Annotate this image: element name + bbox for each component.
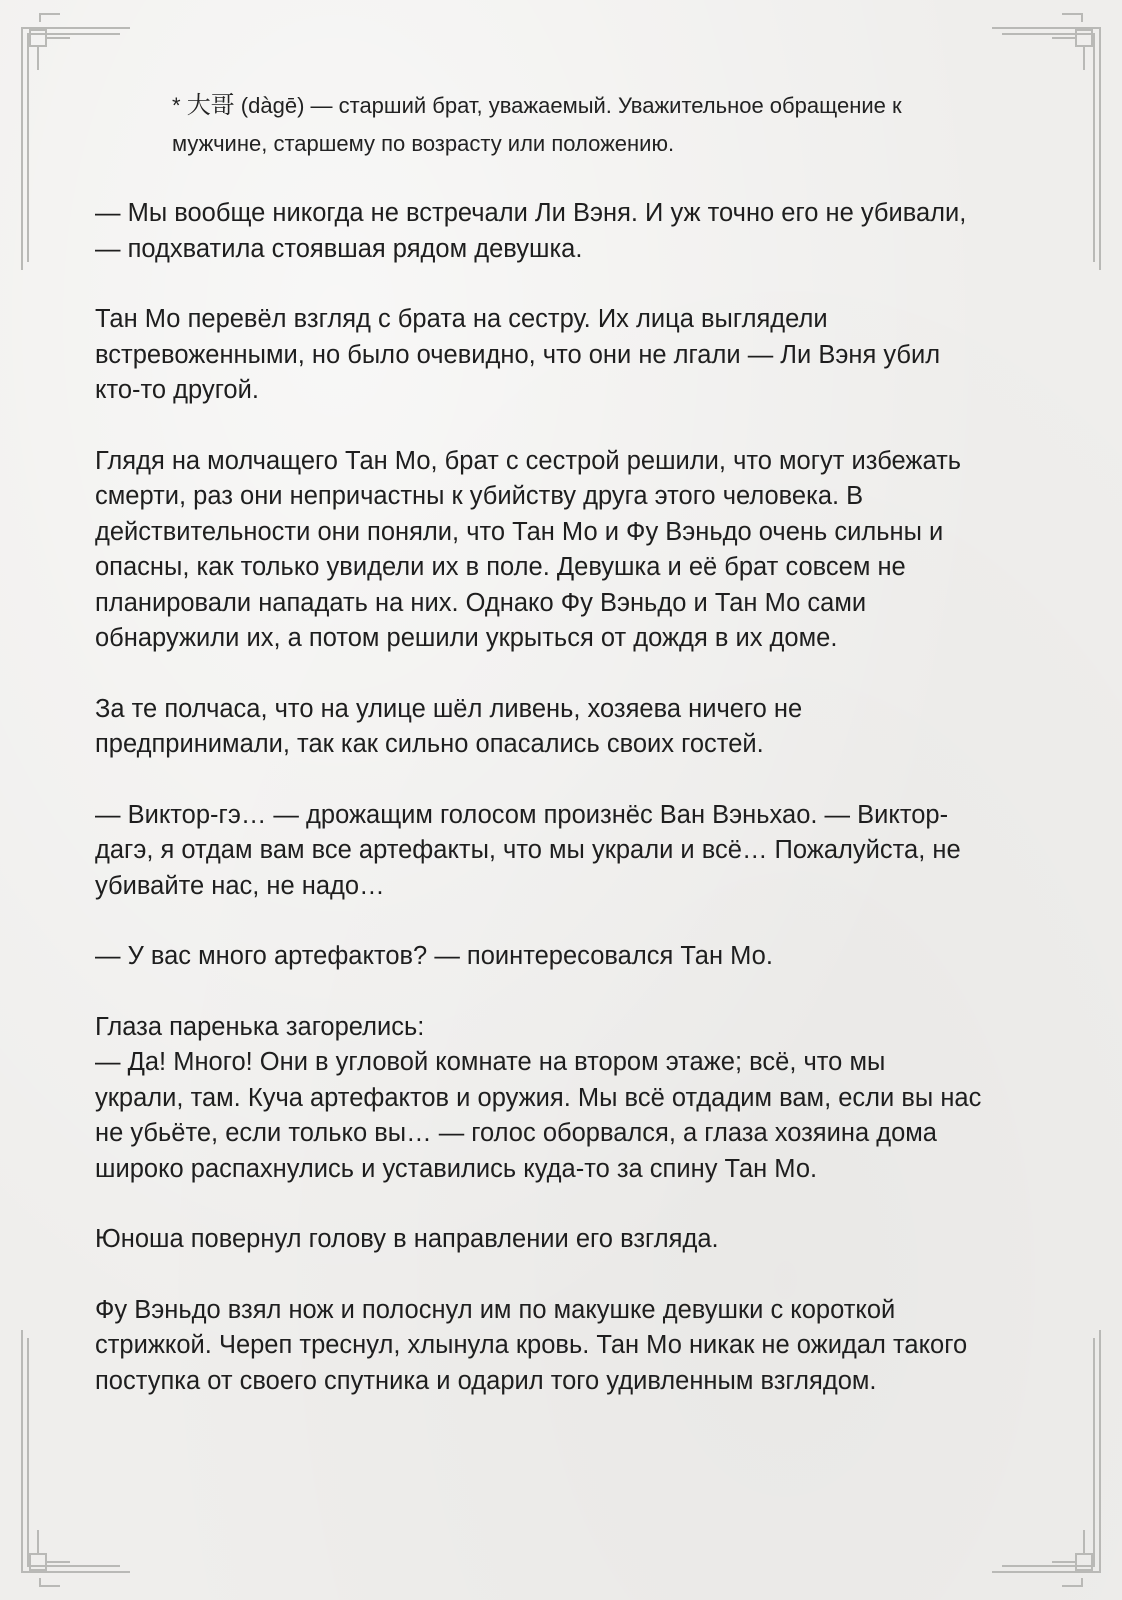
text-line: поступка от своего спутника и одарил того удивленным взглядом. xyxy=(95,1366,877,1395)
text-line: — У вас много артефактов? — поинтересовался Тан Мо. xyxy=(95,942,773,970)
paragraph xyxy=(95,798,1015,905)
text-line: Юноша повернул голову в направлении его взгляда. xyxy=(95,1225,719,1253)
text-line: дагэ, я отдам вам все артефакты, что мы украли и всё… Пожалуйста, не xyxy=(95,836,961,864)
text-line: — Виктор-гэ… — дрожащим голосом произнёс Ван Вэньхао. — Виктор- xyxy=(95,800,949,829)
text-line: — подхватила стоявшая рядом девушка. xyxy=(95,234,583,263)
text-line: За те полчаса, что на улице шёл ливень, хозяева ничего не xyxy=(95,694,803,723)
text-line: планировали нападать на них. Однако Фу Вэньдо и Тан Мо сами xyxy=(95,588,867,617)
text-line: действительности они поняли, что Тан Мо и Фу Вэньдо очень сильны и xyxy=(95,517,944,546)
text-line: Тан Мо перевёл взгляд с брата на сестру. Их лица выглядели xyxy=(95,305,828,333)
text-line: Глядя на молчащего Тан Мо, брат с сестрой решили, что могут избежать xyxy=(95,446,962,475)
text-line: опасны, как только увидели их в поле. Девушка и её брат совсем не xyxy=(95,553,906,581)
paragraph xyxy=(95,444,1015,657)
footnote-text-line2: мужчине, старшему по возрасту или положению. xyxy=(172,131,675,156)
text-line: — Да! Много! Они в угловой комнате на втором этаже; всё, что мы xyxy=(95,1048,886,1076)
text-line: кто-то другой. xyxy=(95,376,259,404)
text-line: Глаза паренька загорелись: xyxy=(95,1012,425,1041)
paragraph xyxy=(95,302,1015,409)
text-line: стрижкой. Череп треснул, хлынула кровь. Тан Мо никак не ожидал такого xyxy=(95,1331,968,1359)
text-line: предпринимали, так как сильно опасались своих гостей. xyxy=(95,730,764,758)
paragraph xyxy=(95,692,1015,763)
text-line: — Мы вообще никогда не встречали Ли Вэня. И уж точно его не убивали, xyxy=(95,199,967,227)
footnote-text: (dàgē) — старший брат, уважаемый. Уважительное обращение к xyxy=(234,93,902,118)
text-line: украли, там. Куча артефактов и оружия. Мы всё отдадим вам, если вы нас xyxy=(95,1083,982,1112)
footnote-marker: * xyxy=(172,93,187,118)
text-line: широко распахнулись и уставились куда-то за спину Тан Мо. xyxy=(95,1154,818,1183)
text-line: не убьёте, если только вы… — голос оборвался, а глаза хозяина дома xyxy=(95,1119,937,1147)
paragraph xyxy=(95,196,1015,267)
text-line: смерти, раз они непричастны к убийству друга этого человека. В xyxy=(95,482,864,510)
footnote-term: 大哥 xyxy=(186,91,235,119)
paragraph xyxy=(95,939,1015,975)
text-line: Фу Вэньдо взял нож и полоснул им по макушке девушки с короткой xyxy=(95,1295,896,1324)
paragraph xyxy=(95,1222,1015,1258)
page-content xyxy=(95,86,1015,1434)
text-line: убивайте нас, не надо… xyxy=(95,871,385,900)
text-line: встревоженными, но было очевидно, что они не лгали — Ли Вэня убил xyxy=(95,340,941,369)
paragraph xyxy=(95,1010,1015,1188)
text-line: обнаружили их, а потом решили укрыться от дождя в их доме. xyxy=(95,624,838,652)
footnote xyxy=(172,86,992,163)
paragraph xyxy=(95,1293,1015,1400)
